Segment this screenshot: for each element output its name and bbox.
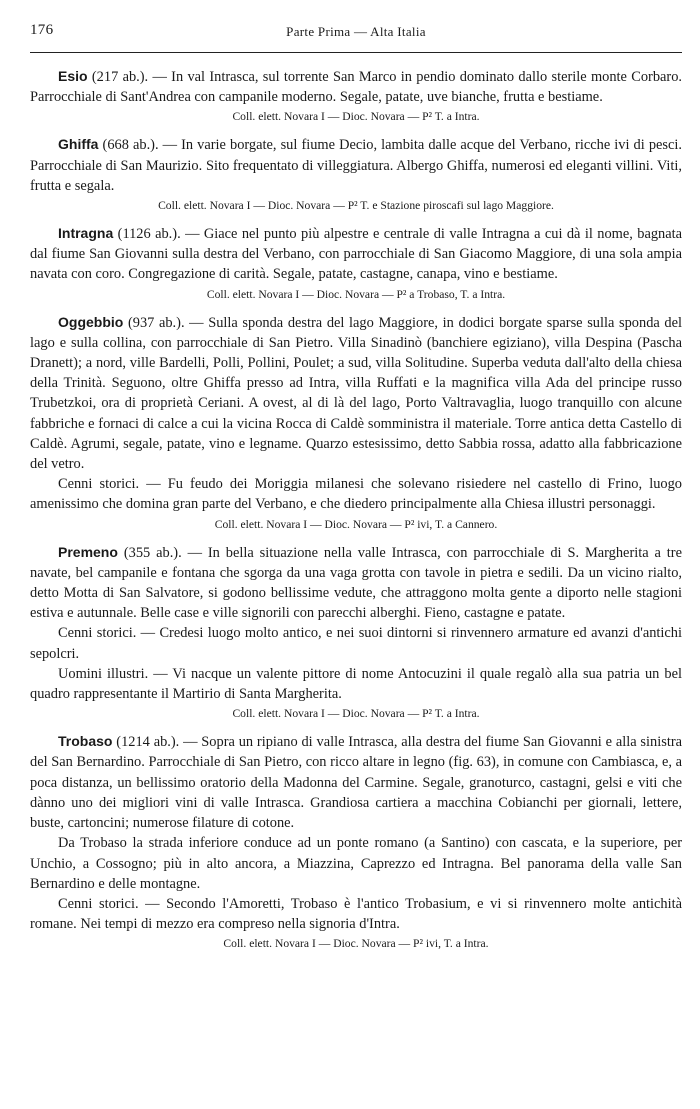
entry-text: (1214 ab.). — Sopra un ripiano di valle Intrasca, alla destra del fiume San Giovanni e alla sinistra del San Bernardino. Parrocchiale di San Pietro, con ricco altare in legno (fig. 63), in comune con Cambiasca, e, a poca distanza, un bellissimo oratorio della Madonna del Carmine. Segale, granoturco, castagni, gelsi e viti che dànno uno dei migliori vini di valle Intrasca. Grandiosa cartiera a macchina Cobianchi per giornali, lettere, buste, cartoncini; numerose filature di cotone. [30,734,682,832]
entry-admin-line: Coll. elett. Novara I — Dioc. Novara — P² ivi, T. a Intra. [223,937,489,951]
entry-admin-line: Coll. elett. Novara I — Dioc. Novara — P² a Trobaso, T. a Intra. [206,287,506,301]
gazetteer-text [30,66,682,952]
entry-name: Premeno [58,543,118,560]
entry-admin-line: Coll. elett. Novara I — Dioc. Novara — P² T. a Intra. [232,707,480,721]
entry-history-paragraph: Cenni storici. — Fu feudo dei Moriggia milanesi che solevano risiedere nel castello di Frino, luogo amenissimo che domina gran parte del Verbano, e che diedero principalmente alla Chiesa illustri personaggi. [30,476,682,513]
entry-name: Trobaso [58,733,113,750]
entry-history-paragraph: Cenni storici. — Credesi luogo molto antico, e nei suoi dintorni si rinvennero armature ed avanzi d'antichi sepolcri. [30,625,682,662]
entry-text: (668 ab.). — In varie borgate, sul fiume Decio, lambita dalle acque del Verbano, ricche ivi di pesci. Parrocchiale di San Maurizio. Sito frequentato di villeggiatura. Albergo Ghiffa, numerosi ed eleganti villini. Viti, frutta e segala. [30,137,682,194]
entry-ghiffa [30,134,682,214]
entry-esio [30,66,682,125]
entry-name: Ghiffa [58,136,99,153]
entry-admin-line: Coll. elett. Novara I — Dioc. Novara — P² T. e Stazione piroscafi sul lago Maggiore. [158,199,554,213]
entry-history-paragraph: Cenni storici. — Secondo l'Amoretti, Trobaso è l'antico Trobasium, e vi si rinvennero molte antichità romane. Nei tempi di mezzo era compreso nella signoria d'Intra. [30,895,682,933]
entry-text: (937 ab.). — Sulla sponda destra del lago Maggiore, in dodici borgate sparse sulla sponda del lago e sulla collina, con parrocchiale di San Pietro. Villa Sinadinò (banchiere egiziano), villa Despina (Pascha Dranett); a nord, ville Bardelli, Polli, Pollini, Poulet; a sud, villa Solitudine. Superba veduta dall'alto della chiesa della Trinità. Seguono, oltre Ghiffa presso ad Intra, villa Ruffati e la magnifica villa Ada del principe russo Trubetzkoi, ora di proprietà Ceriani. A ovest, al di là del lago, Porto Valtravaglia, luogo tranquillo con alcune fabbriche e fornaci di calce a cui la vicina Rocca di Caldè somministra il materiale. Torre antica detta Castello di Caldè. Agrumi, segale, patate, vino e legname. Quarzo estesissimo, detto Sabbia rossa, adatto alla fabbricazione del vetro. [30,314,682,473]
running-title: Parte Prima — Alta Italia [286,24,426,39]
header-rule [30,52,682,53]
entry-text: (1126 ab.). — Giace nel punto più alpestre e centrale di valle Intragna a cui dà il nome, bagnata dal fiume San Giovanni sulla destra del Verbano, con parrocchiale di San Giacomo Maggiore, di una sola ampia navata con coro. Congregazione di carità. Segale, patate, castagne, canapa, vino e bestiame. [30,226,682,283]
entry-text: (217 ab.). — In val Intrasca, sul torrente San Marco in pendio dominato dallo sterile monte Corbaro. Parrocchiale di Sant'Andrea con campanile moderno. Segale, patate, uve bianche, frutta e bestiame. [30,69,682,106]
entry-name: Oggebbio [58,313,124,330]
entry-trobaso [30,731,682,952]
page-number: 176 [30,22,54,38]
entry-notable-people-paragraph: Uomini illustri. — Vi nacque un valente pittore di nome Antocuzini il quale regalò alla sua patria un bel quadro rappresentante il Martirio di Santa Margherita. [30,665,682,703]
entry-intragna [30,223,682,303]
entry-text: (355 ab.). — In bella situazione nella valle Intrasca, con parrocchiale di S. Margherita a tre navate, bel campanile e fontana che sgorga da una vaga grotta con tavole in pietra e sedili. Da un vicino rialto, detto Motta di San Salvatore, si godono bellissime vedute, che attraggono molta gente a diporto nelle stagioni estiva e autunnale. Belle case e ville signorili con parecchi alberghi. Fieno, castagne e patate. [30,544,682,622]
entry-route-paragraph: Da Trobaso la strada inferiore conduce ad un ponte romano (a Santino) con cascata, e la superiore, per Unchio, a Cossogno; più in alto ancora, a Miazzina, Caprezzo ed Intragna. Bel panorama della valle San Bernardino e delle montagne. [30,835,682,892]
entry-admin-line: Coll. elett. Novara I — Dioc. Novara — P² T. a Intra. [232,110,480,124]
page-header [30,22,682,44]
entry-name: Intragna [58,225,114,242]
entry-name: Esio [58,68,88,84]
entry-premeno [30,542,682,723]
entry-admin-line: Coll. elett. Novara I — Dioc. Novara — P² ivi, T. a Cannero. [214,517,498,531]
entry-oggebbio [30,312,682,533]
